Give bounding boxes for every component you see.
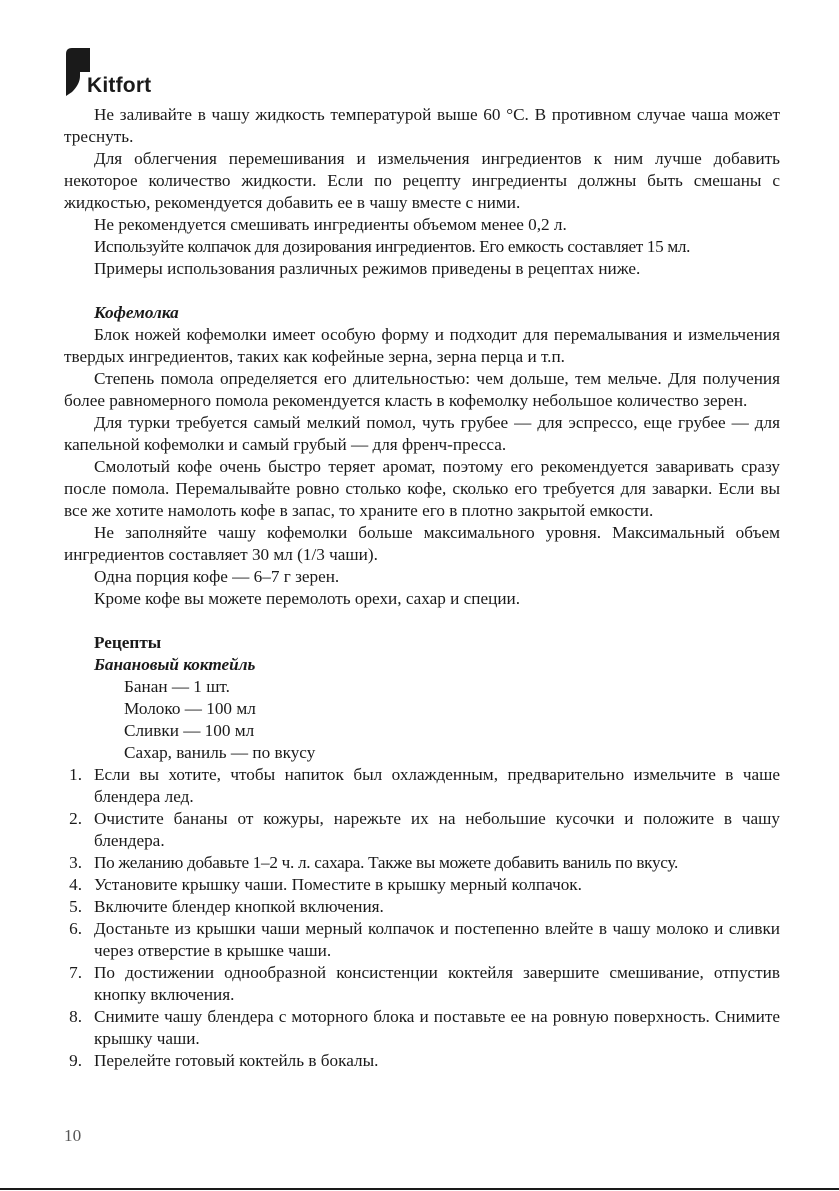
- paragraph: Не заполняйте чашу кофемолки больше максимального уровня. Максимальный объем ингредиентов составляет 30 мл (1/3 чаши).: [64, 523, 780, 564]
- section-heading-grinder: Кофемолка: [94, 303, 179, 322]
- step-text: Если вы хотите, чтобы напиток был охлажденным, предварительно измельчите в чаше блендера лед.: [94, 765, 780, 806]
- step-number: 5.: [69, 897, 82, 916]
- ingredient-item: Сахар, ваниль — по вкусу: [124, 743, 316, 762]
- step-number: 3.: [69, 853, 82, 872]
- paragraph: Для облегчения перемешивания и измельчения ингредиентов к ним лучше добавить некоторое количество жидкости. Если по рецепту ингредиенты должны быть смешаны с жидкостью, рекомендуется добавить ее в чашу вместе с ними.: [64, 149, 780, 212]
- step-text: По достижении однообразной консистенции коктейля завершите смешивание, отпустив кнопку включения.: [94, 963, 780, 1004]
- recipe-steps: [64, 764, 780, 1072]
- page-content: [64, 104, 780, 1072]
- step-text: Включите блендер кнопкой включения.: [94, 897, 384, 916]
- step-item: [64, 1006, 780, 1050]
- step-text: Очистите бананы от кожуры, нарежьте их на небольшие кусочки и положите в чашу блендера.: [94, 809, 780, 850]
- paragraph: Для турки требуется самый мелкий помол, чуть грубее — для эспрессо, еще грубее — для капельной кофемолки и самый грубый — для френч-пресса.: [64, 413, 780, 454]
- step-number: 1.: [69, 765, 82, 784]
- step-number: 7.: [69, 963, 82, 982]
- paragraph: Не заливайте в чашу жидкость температурой выше 60 °С. В противном случае чаша может треснуть.: [64, 105, 780, 146]
- step-item: [64, 764, 780, 808]
- step-item: [64, 874, 780, 896]
- step-item: [64, 896, 780, 918]
- bottom-divider: [0, 1188, 839, 1190]
- step-text: Установите крышку чаши. Поместите в крышку мерный колпачок.: [94, 875, 582, 894]
- step-text: Достаньте из крышки чаши мерный колпачок и постепенно влейте в чашу молоко и сливки через отверстие в крышке чаши.: [94, 919, 780, 960]
- step-number: 4.: [69, 875, 82, 894]
- ingredient-item: Молоко — 100 мл: [124, 699, 256, 718]
- paragraph: Кроме кофе вы можете перемолоть орехи, сахар и специи.: [94, 589, 521, 608]
- step-text: Перелейте готовый коктейль в бокалы.: [94, 1051, 379, 1070]
- step-number: 6.: [69, 919, 82, 938]
- paragraph: Примеры использования различных режимов приведены в рецептах ниже.: [94, 259, 641, 278]
- step-text: Снимите чашу блендера с моторного блока и поставьте ее на ровную поверхность. Снимите крышку чаши.: [94, 1007, 780, 1048]
- section-heading-recipes: Рецепты: [94, 633, 162, 652]
- paragraph: Используйте колпачок для дозирования ингредиентов. Его емкость составляет 15 мл.: [94, 237, 691, 256]
- step-number: 2.: [69, 809, 82, 828]
- step-item: [64, 808, 780, 852]
- step-item: [64, 1050, 780, 1072]
- brand-name: Kitfort: [87, 74, 152, 97]
- paragraph: Степень помола определяется его длительностью: чем дольше, тем мельче. Для получения более равномерного помола рекомендуется класть в кофемолку небольшое количество зерен.: [64, 369, 780, 410]
- ingredient-item: Сливки — 100 мл: [124, 721, 255, 740]
- step-item: [64, 962, 780, 1006]
- step-number: 9.: [69, 1051, 82, 1070]
- paragraph: Не рекомендуется смешивать ингредиенты объемом менее 0,2 л.: [94, 215, 567, 234]
- step-item: [64, 852, 780, 874]
- paragraph: Блок ножей кофемолки имеет особую форму и подходит для перемалывания и измельчения твердых ингредиентов, таких как кофейные зерна, зерна перца и т.п.: [64, 325, 780, 366]
- paragraph: Смолотый кофе очень быстро теряет аромат, поэтому его рекомендуется заваривать сразу после помола. Перемалывайте ровно столько кофе, сколько его требуется для заварки. Если вы все же хотите намолоть кофе в запас, то храните его в плотно закрытой емкости.: [64, 457, 780, 520]
- page-number: 10: [64, 1126, 82, 1145]
- brand-logo: [64, 46, 204, 106]
- paragraph: Одна порция кофе — 6–7 г зерен.: [94, 567, 340, 586]
- step-number: 8.: [69, 1007, 82, 1026]
- step-item: [64, 918, 780, 962]
- recipe-title: Банановый коктейль: [94, 655, 256, 674]
- ingredient-item: Банан — 1 шт.: [124, 677, 230, 696]
- step-text: По желанию добавьте 1–2 ч. л. сахара. Также вы можете добавить ваниль по вкусу.: [94, 853, 678, 872]
